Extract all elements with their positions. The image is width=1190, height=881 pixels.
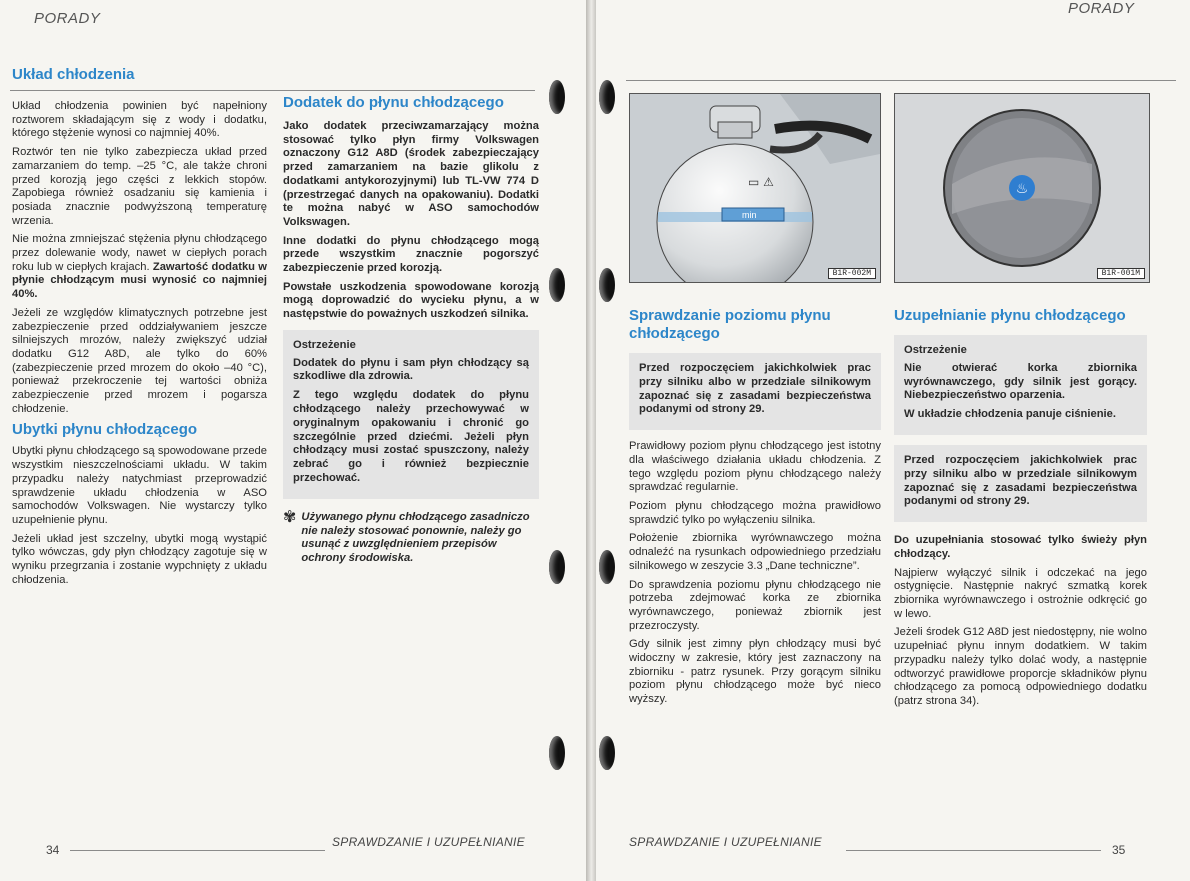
safety-notice-text: Przed rozpoczęciem jakichkolwiek prac przy silniku albo w przedziale silnikowym zapoznać się z zasadami bezpieczeństwa podanymi od strony 29. [904, 453, 1137, 508]
warning-text: W układzie chłodzenia panuje ciśnienie. [904, 408, 1116, 421]
paragraph: Roztwór ten nie tylko zabezpiecza układ przed zamarzaniem do temp. –25 °C, ale także chroni przed korozją jego części z lekkich stopów. Zapobiega również osadzaniu się kamienia i posiada znacznie podwyższoną temperaturę wrzenia. [12, 146, 267, 227]
binding-hole [599, 268, 615, 302]
safety-notice-box [629, 353, 881, 430]
footer-section-left: SPRAWDZANIE I UZUPEŁNIANIE [332, 835, 525, 849]
page-header-left: PORADY [34, 10, 101, 27]
footer-rule [846, 850, 1101, 851]
subsection-title-losses: Ubytki płynu chłodzącego [12, 421, 198, 439]
paragraph: Nie można zmniejszać stężenia płynu chłodzącego przez dolewanie wody, nawet w ciepłych porach roku lub w ciepłych krajach. Zawartość dodatku w płynie chłodzącym musi wynosić co najmniej 40%. [12, 233, 268, 301]
paragraph: Gdy silnik jest zimny płyn chłodzący musi być widoczny w zakresie, który jest zaznaczony na zbiorniku - patrz rysunek. Przy gorącym silniku poziom płynu chłodzącego może być nieco wyższy. [629, 638, 881, 706]
warning-title: Ostrzeżenie [293, 338, 356, 351]
page-number-right: 35 [1112, 843, 1126, 857]
figure-code: B1R-001M [1097, 268, 1145, 279]
page-header-right: PORADY [1068, 0, 1135, 17]
binding-hole [549, 736, 565, 770]
footer-rule [70, 850, 325, 851]
tank-cap-illustration [895, 94, 1149, 282]
right-page [596, 0, 1190, 881]
svg-text:▭ ⚠: ▭ ⚠ [748, 175, 774, 189]
safety-notice-text: Przed rozpoczęciem jakichkolwiek prac przy silniku albo w przedziale silnikowym zapoznać się z zasadami bezpieczeństwa podanymi od strony 29. [639, 362, 871, 416]
warning-box [894, 335, 1147, 435]
paragraph: Układ chłodzenia powinien być napełniony roztworem składającym się z wody i dodatku, którego stężenie wynosi co najmniej 40%. [12, 100, 267, 140]
footer-section-right: SPRAWDZANIE I UZUPEŁNIANIE [629, 835, 822, 849]
binding-hole [599, 550, 615, 584]
right-column-2 [894, 307, 1147, 714]
section-title-cooling: Układ chłodzenia [12, 66, 135, 83]
binding-hole [599, 80, 615, 114]
binding-hole [549, 80, 565, 114]
environment-note-text: Używanego płynu chłodzącego zasadniczo nie należy stosować ponownie, należy go usunąć z uwzględnieniem przepisów ochrony środowiska. [301, 510, 530, 565]
section-title-additive: Dodatek do płynu chłodzącego [283, 94, 504, 111]
warning-text: Z tego względu dodatek do płynu chłodzącego należy przechowywać w oryginalnym opakowaniu i chronić go szczególnie przed dziećmi. Jeżeli płyn chłodzący musi zostać spuszczony, należy zebrać go i również bezpiecznie przechować. [293, 389, 529, 485]
figure-expansion-tank [629, 93, 881, 283]
binding-hole [599, 736, 615, 770]
warning-text: Nie otwierać korka zbiornika wyrównawczego, gdy silnik jest gorący. Niebezpieczeństwo oparzenia. [904, 361, 1137, 402]
paragraph: Jako dodatek przeciwzamarzający można stosować tylko płyn firmy Volkswagen oznaczony G12 A8D (środek zabezpieczający przed zamarzaniem na bazie glikolu z dodatkami antykorozyjnymi) lub TL-VW 774 D (przestrzegać danych na opakowaniu). Dodatki te można nabyć w ASO samochodów Volkswagen. [283, 120, 539, 228]
safety-notice-box [894, 445, 1147, 522]
paragraph: Do sprawdzenia poziomu płynu chłodzącego nie potrzeba zdejmować korka ze zbiornika wyrównawczego, ponieważ zbiornik jest przezroczysty. [629, 578, 881, 632]
warning-symbol-icon: ♨ [1015, 181, 1029, 197]
right-column-1 [629, 307, 881, 712]
paragraph: Ubytki płynu chłodzącego są spowodowane przede wszystkim nieszczelnościami układu. W takim przypadku należy natychmiast przeprowadzić sprawdzenie układu chłodzenia w ASO samochodów Volkswagen. Nie wystarczy tylko uzupełnienie płynu. [12, 445, 267, 526]
paragraph: Najpierw wyłączyć silnik i odczekać na jego ostygnięcie. Następnie nakryć szmatką korek zbiornika wyrównawczego i ostrożnie odkręcić go w lewo. [894, 566, 1147, 620]
paragraph: Jeżeli ze względów klimatycznych potrzebne jest zabezpieczenie przed oddziaływaniem jeszcze silniejszych mrozów, należy zwiększyć udział dodatku G12 A8D, ale tylko do 60% (zabezpieczenie przed mrozem do około –40 °C), ponieważ przekroczenie tej wartości obniża zabezpieczenie przed mrozem i pogarsza chłodzenie. [12, 306, 267, 415]
paragraph: Inne dodatki do płynu chłodzącego mogą przede wszystkim znacznie pogorszyć zabezpieczenie przed korozją. [283, 234, 539, 275]
environment-note [283, 508, 539, 566]
figure-tank-cap [894, 93, 1150, 283]
expansion-tank-illustration [630, 94, 880, 282]
paragraph: Do uzupełniania stosować tylko świeży płyn chłodzący. [894, 534, 1147, 560]
page-number-left: 34 [46, 843, 60, 857]
min-mark-label: min [742, 210, 757, 220]
left-column-2 [283, 94, 539, 566]
paragraph: Poziom płynu chłodzącego można prawidłowo sprawdzić tylko po wyłączeniu silnika. [629, 500, 881, 526]
binding-hole [549, 268, 565, 302]
left-page [0, 0, 588, 881]
paragraph: Położenie zbiornika wyrównawczego można odnaleźć na rysunkach odpowiedniego przedziału silnikowego w zeszycie 3.3 „Dane techniczne”. [629, 532, 881, 572]
section-title-check-level: Sprawdzanie poziomu płynu chłodzącego [629, 307, 831, 342]
paragraph: Powstałe uszkodzenia spowodowane korozją mogą doprowadzić do wycieku płynu, a w następstwie do poważnych uszkodzeń silnika. [283, 280, 539, 321]
warning-box [283, 330, 539, 499]
environment-icon: ✾ [283, 508, 297, 526]
paragraph: Jeżeli środek G12 A8D jest niedostępny, nie wolno uzupełniać płynu innym dodatkiem. W takim przypadku należy tylko dolać wody, a następnie odtworzyć prawidłowe proporcje składników płynu chłodzącego za pomocą odpowiedniego dodatku (patrz strona 34). [894, 626, 1147, 707]
warning-text: Dodatek do płynu i sam płyn chłodzący są szkodliwe dla zdrowia. [293, 356, 529, 383]
paragraph: Prawidłowy poziom płynu chłodzącego jest istotny dla właściwego działania układu chłodzenia. Z tego względu poziom płynu chłodzącego należy sprawdzać regularnie. [629, 440, 881, 494]
figure-code: B1R-002M [828, 268, 876, 279]
paragraph: Jeżeli układ jest szczelny, ubytki mogą wystąpić tylko wówczas, gdy płyn chłodzący zagotuje się w wyniku przegrzania i zostanie wypchnięty z układu chłodzenia. [12, 532, 267, 586]
binding-hole [549, 550, 565, 584]
section-title-refill: Uzupełnianie płynu chłodzącego [894, 307, 1126, 324]
warning-title: Ostrzeżenie [904, 344, 967, 356]
top-rule [626, 80, 1176, 81]
left-column-1 [12, 66, 267, 593]
